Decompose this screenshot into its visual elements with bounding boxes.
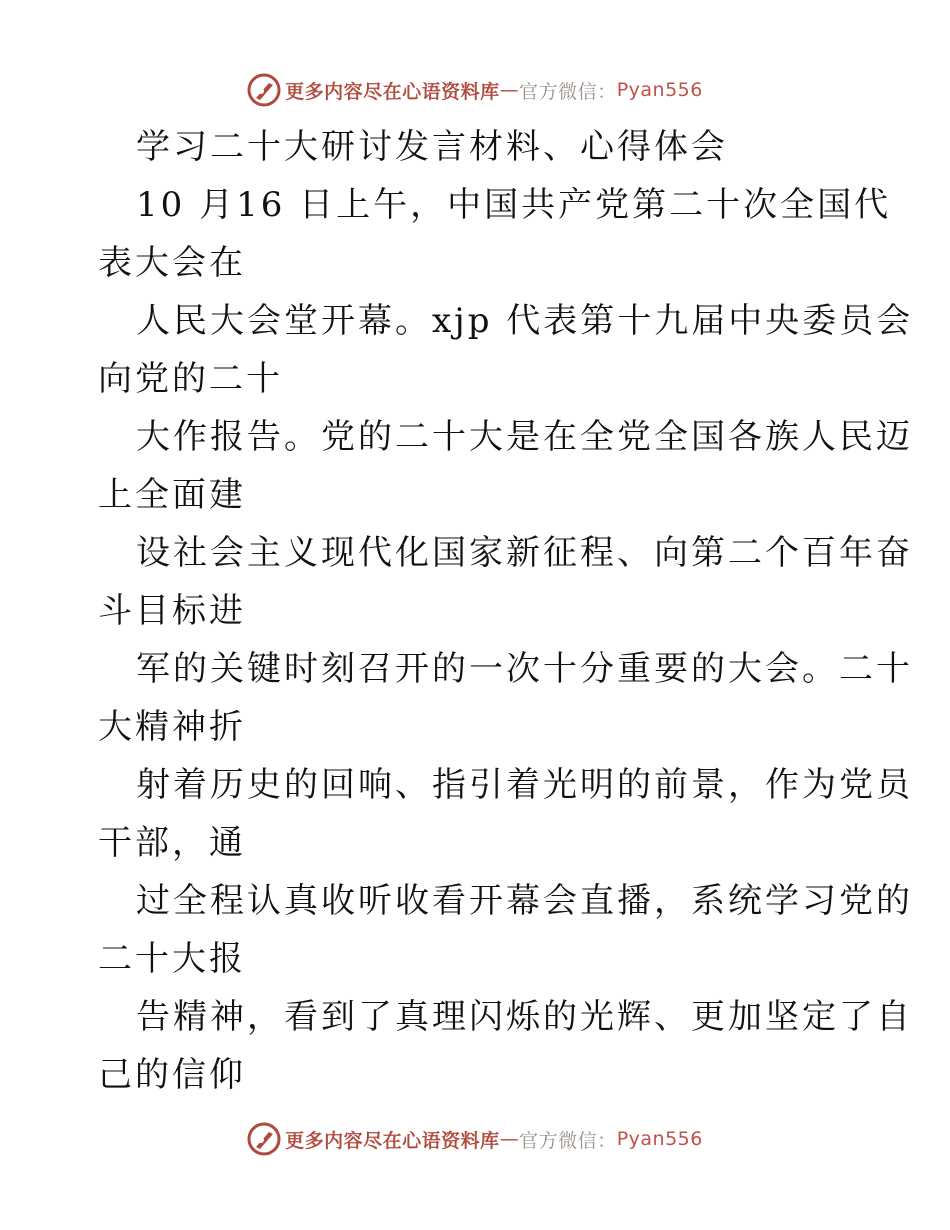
watermark-sub: 官方微信： xyxy=(519,1129,617,1152)
watermark-text xyxy=(285,1126,703,1153)
header-watermark xyxy=(0,70,950,110)
body-line: 二十大报 xyxy=(98,939,246,979)
body-line: 人民大会堂开幕。xjp 代表第十九届中央委员会 xyxy=(136,301,914,341)
body-line: 射着历史的回响、指引着光明的前景，作为党员 xyxy=(136,765,913,805)
watermark-dash: — xyxy=(499,1128,520,1150)
body-line: 大作报告。党的二十大是在全党全国各族人民迈 xyxy=(136,417,913,457)
body-line: 过全程认真收听收看开幕会直播，系统学习党的 xyxy=(136,881,913,921)
quill-logo-icon xyxy=(247,73,281,107)
document-body xyxy=(98,118,914,1104)
watermark-main: 更多内容尽在心语资料库 xyxy=(285,1129,500,1152)
body-line: 大精神折 xyxy=(98,707,246,747)
watermark-sub: 官方微信： xyxy=(519,80,617,103)
body-line: 向党的二十 xyxy=(98,359,283,399)
quill-logo-icon xyxy=(247,1122,281,1156)
document-title: 学习二十大研讨发言材料、心得体会 xyxy=(136,127,728,167)
body-line: 告精神，看到了真理闪烁的光辉、更加坚定了自 xyxy=(136,997,913,1037)
body-line: 表大会在 xyxy=(98,243,246,283)
body-line: 己的信仰 xyxy=(98,1055,246,1095)
watermark-text xyxy=(285,77,703,104)
body-line: 干部，通 xyxy=(98,823,246,863)
body-line: 设社会主义现代化国家新征程、向第二个百年奋 xyxy=(136,533,913,573)
body-line: 军的关键时刻召开的一次十分重要的大会。二十 xyxy=(136,649,913,689)
watermark-main: 更多内容尽在心语资料库 xyxy=(285,80,500,103)
body-line: 上全面建 xyxy=(98,475,246,515)
body-line: 斗目标进 xyxy=(98,591,246,631)
footer-watermark xyxy=(0,1119,950,1159)
watermark-dash: — xyxy=(499,79,520,101)
watermark-id: Pyan556 xyxy=(616,79,703,101)
body-line: 10 月16 日上午，中国共产党第二十次全国代 xyxy=(136,185,892,225)
watermark-id: Pyan556 xyxy=(616,1128,703,1150)
